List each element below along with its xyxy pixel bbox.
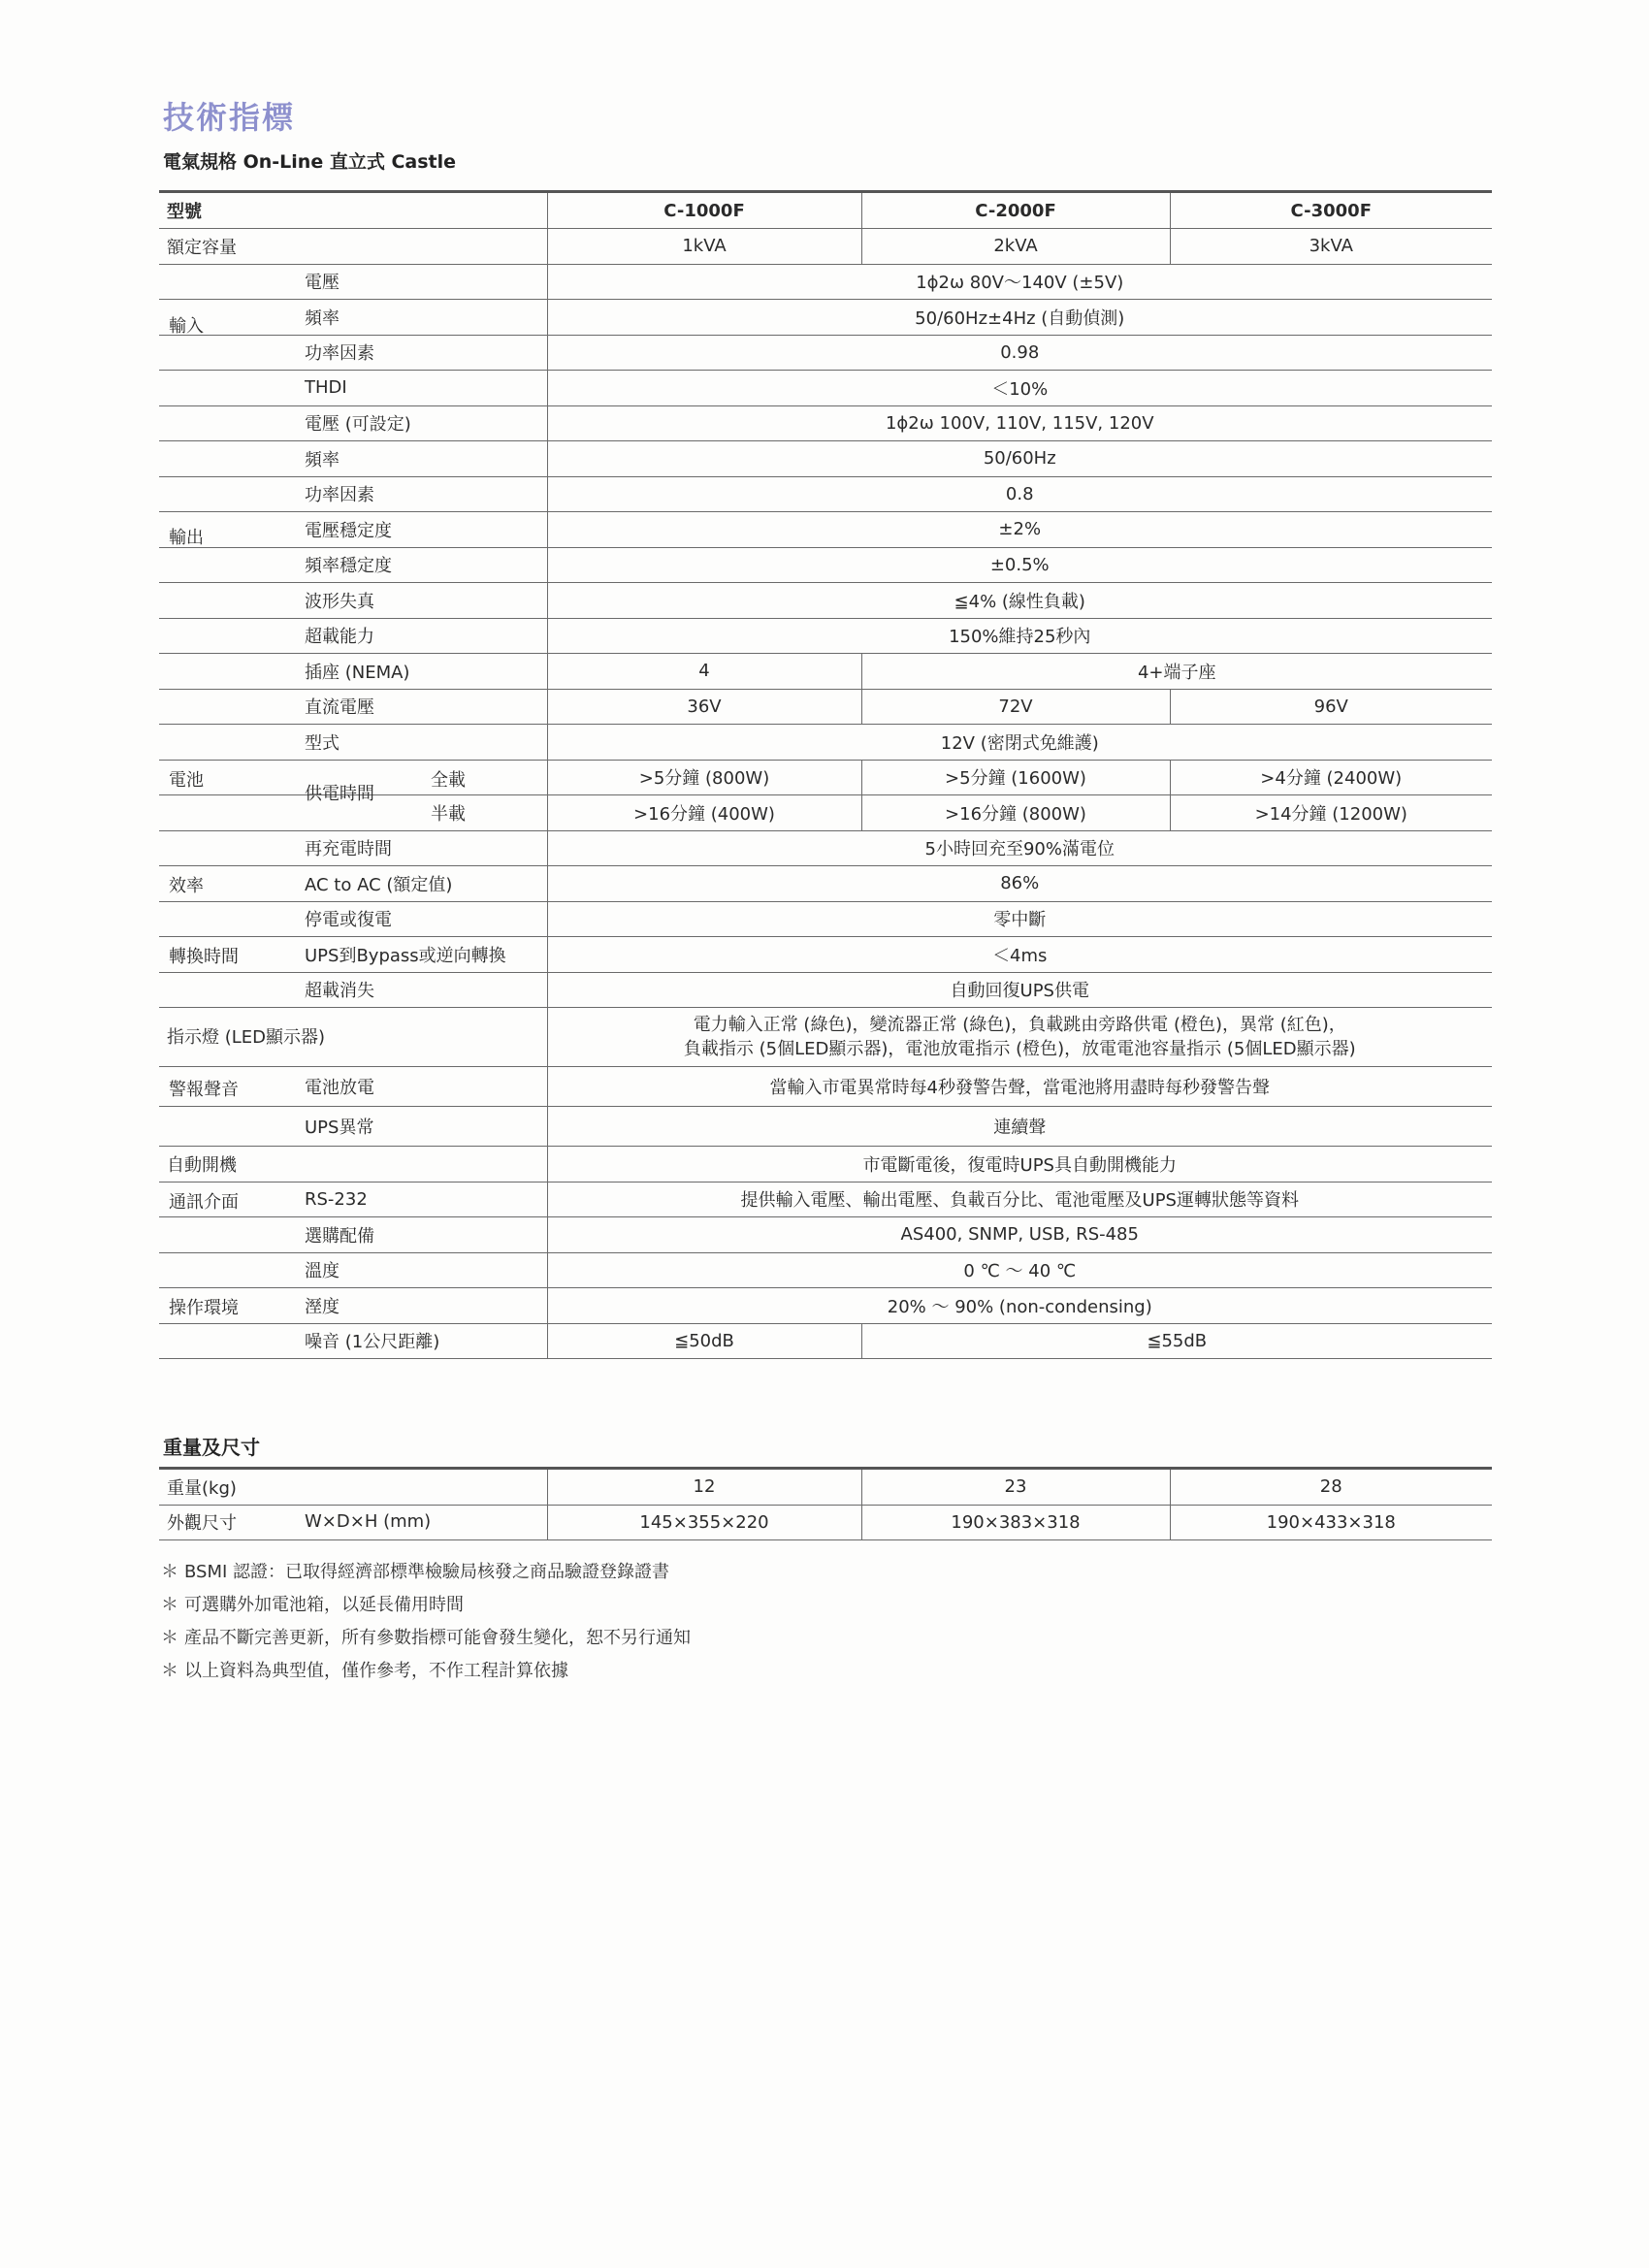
weight-3000: 28	[1170, 1469, 1492, 1506]
transfer-power-fail-label: 停電或復電	[159, 901, 547, 937]
half-load-3000: >14分鐘 (1200W)	[1170, 795, 1492, 831]
comm-rs232-text: RS-232	[305, 1188, 368, 1210]
output-frequency-stability-label: 頻率穩定度	[159, 547, 547, 583]
input-thdi-label: THDI	[159, 371, 547, 406]
env-humidity-label	[159, 1288, 547, 1324]
alarm-battery-row	[159, 1067, 1492, 1107]
transfer-overload-label: 超載消失	[159, 972, 547, 1008]
output-waveform-value: ≦4% (線性負載)	[547, 583, 1492, 619]
indicator-label: 指示燈 (LED顯示器)	[159, 1008, 547, 1067]
output-waveform-label: 波形失真	[159, 583, 547, 619]
battery-recharge-row	[159, 830, 1492, 866]
output-frequency-stability-value: ±0.5%	[547, 547, 1492, 583]
half-load-2000: >16分鐘 (800W)	[861, 795, 1170, 831]
note-text: 產品不斷完善更新，所有參數指標可能會發生變化，恕不另行通知	[184, 1628, 691, 1648]
output-power-factor-label: 功率因素	[159, 476, 547, 512]
env-temperature-value: 0 ℃ ～ 40 ℃	[547, 1252, 1492, 1288]
input-voltage-value: 1ϕ2ω 80V～140V (±5V)	[547, 264, 1492, 300]
battery-backup-time-label: 供電時間	[305, 783, 374, 804]
battery-group-label: 電池	[169, 769, 204, 791]
output-socket-label: 插座 (NEMA)	[159, 654, 547, 690]
indicator-value	[547, 1008, 1492, 1067]
indicator-row	[159, 1008, 1492, 1067]
transfer-bypass-text: UPS到Bypass或逆向轉換	[305, 945, 506, 966]
output-power-factor-row	[159, 476, 1492, 512]
note-mark: ＊	[161, 1661, 178, 1681]
env-humidity-value: 20% ～ 90% (non-condensing)	[547, 1288, 1492, 1324]
rated-capacity-1000: 1kVA	[547, 229, 861, 265]
weight-2000: 23	[861, 1469, 1170, 1506]
transfer-bypass-row	[159, 937, 1492, 973]
dims-3000: 190×433×318	[1170, 1505, 1492, 1540]
half-load-1000: >16分鐘 (400W)	[547, 795, 861, 831]
output-voltage-row	[159, 405, 1492, 441]
output-power-factor-value: 0.8	[547, 476, 1492, 512]
alarm-battery-label: 電池放電	[159, 1067, 547, 1107]
input-power-factor-value: 0.98	[547, 335, 1492, 371]
env-temperature-row	[159, 1252, 1492, 1288]
efficiency-ac-label	[159, 866, 547, 902]
note-mark: ＊	[161, 1562, 178, 1582]
full-load-1000: >5分鐘 (800W)	[547, 760, 861, 795]
comm-optional-label: 選購配備	[159, 1217, 547, 1253]
alarm-battery-value: 當輸入市電異常時每4秒發警告聲，當電池將用盡時每秒發警告聲	[547, 1067, 1492, 1107]
comm-rs232-row	[159, 1182, 1492, 1217]
output-voltage-value: 1ϕ2ω 100V, 110V, 115V, 120V	[547, 405, 1492, 441]
comm-optional-row	[159, 1217, 1492, 1253]
auto-start-label: 自動開機	[159, 1147, 547, 1183]
comm-rs232-value: 提供輸入電壓、輸出電壓、負載百分比、電池電壓及UPS運轉狀態等資料	[547, 1182, 1492, 1217]
dims-2000: 190×383×318	[861, 1505, 1170, 1540]
battery-recharge-value: 5小時回充至90%滿電位	[547, 830, 1492, 866]
output-voltage-label: 電壓 (可設定)	[159, 405, 547, 441]
output-waveform-row	[159, 583, 1492, 619]
input-frequency-value: 50/60Hz±4Hz (自動偵測)	[547, 300, 1492, 336]
alarm-fault-value: 連續聲	[547, 1107, 1492, 1147]
dims-1000: 145×355×220	[547, 1505, 861, 1540]
efficiency-row	[159, 866, 1492, 902]
note-text: 以上資料為典型值，僅作參考，不作工程計算依據	[184, 1661, 568, 1681]
efficiency-ac-text: AC to AC (額定值)	[305, 874, 453, 895]
input-thdi-row	[159, 371, 1492, 406]
note-mark: ＊	[161, 1595, 178, 1615]
env-noise-other: ≦55dB	[861, 1323, 1492, 1359]
input-power-factor-text: 功率因素	[305, 343, 374, 365]
battery-full-load-label	[159, 760, 547, 804]
model-c2000f: C-2000F	[861, 192, 1170, 229]
input-voltage-row	[159, 264, 1492, 300]
input-group-label: 輸入	[169, 315, 204, 337]
model-c3000f: C-3000F	[1170, 192, 1492, 229]
battery-type-label: 型式	[159, 725, 547, 761]
env-group-label: 操作環境	[169, 1298, 239, 1318]
weight-label: 重量(kg)	[159, 1469, 547, 1506]
alarm-fault-text: UPS異常	[305, 1118, 374, 1138]
output-overload-row	[159, 618, 1492, 654]
input-voltage-label: 電壓	[159, 264, 547, 300]
battery-dc-voltage-row	[159, 689, 1492, 725]
half-load-label: 半載	[159, 795, 547, 831]
comm-optional-value: AS400, SNMP, USB, RS-485	[547, 1217, 1492, 1253]
alarm-fault-row	[159, 1107, 1492, 1147]
transfer-bypass-label	[159, 937, 547, 973]
model-c1000f: C-1000F	[547, 192, 861, 229]
output-socket-1000: 4	[547, 654, 861, 690]
comm-rs232-label	[159, 1182, 547, 1217]
rated-capacity-row	[159, 229, 1492, 265]
output-voltage-stability-row	[159, 512, 1492, 548]
auto-start-value: 市電斷電後，復電時UPS具自動開機能力	[547, 1147, 1492, 1183]
output-socket-other: 4+端子座	[861, 654, 1492, 690]
output-socket-row	[159, 654, 1492, 690]
note-mark: ＊	[161, 1628, 178, 1648]
note-item	[161, 1655, 691, 1688]
model-row	[159, 192, 1492, 229]
output-frequency-label: 頻率	[159, 441, 547, 477]
transfer-power-fail-row	[159, 901, 1492, 937]
notes-list	[161, 1556, 691, 1688]
transfer-bypass-value: ＜4ms	[547, 937, 1492, 973]
input-power-factor-row	[159, 335, 1492, 371]
output-frequency-value: 50/60Hz	[547, 441, 1492, 477]
spec-subtitle: 電氣規格 On-Line 直立式 Castle	[163, 151, 456, 173]
note-text: BSMI 認證：已取得經濟部標準檢驗局核發之商品驗證登錄證書	[184, 1562, 670, 1582]
input-frequency-label: 頻率	[159, 300, 547, 336]
note-item	[161, 1622, 691, 1655]
transfer-overload-value: 自動回復UPS供電	[547, 972, 1492, 1008]
indicator-line-1: 電力輸入正常 (綠色)，變流器正常 (綠色)，負載跳由旁路供電 (橙色)，異常 (紅色)，	[693, 1015, 1346, 1035]
note-item	[161, 1556, 691, 1589]
full-load-label: 全載	[431, 769, 466, 791]
battery-full-load-row	[159, 760, 1492, 795]
battery-dc-voltage-2000: 72V	[861, 689, 1170, 725]
output-frequency-row	[159, 441, 1492, 477]
transfer-overload-row	[159, 972, 1492, 1008]
env-noise-row	[159, 1323, 1492, 1359]
efficiency-group-label: 效率	[169, 876, 204, 896]
full-load-2000: >5分鐘 (1600W)	[861, 760, 1170, 795]
transfer-group-label: 轉換時間	[169, 947, 239, 967]
weight-section-title: 重量及尺寸	[163, 1436, 260, 1459]
battery-dc-voltage-3000: 96V	[1170, 689, 1492, 725]
efficiency-ac-value: 86%	[547, 866, 1492, 902]
rated-capacity-2000: 2kVA	[861, 229, 1170, 265]
weight-1000: 12	[547, 1469, 861, 1506]
indicator-line-2: 負載指示 (5個LED顯示器)，電池放電指示 (橙色)，放電電池容量指示 (5個LED顯示器)	[683, 1039, 1356, 1059]
output-voltage-stability-value: ±2%	[547, 512, 1492, 548]
env-noise-1000: ≦50dB	[547, 1323, 861, 1359]
model-label: 型號	[159, 192, 547, 229]
battery-type-row	[159, 725, 1492, 761]
dims-label-text: 外觀尺寸	[167, 1513, 237, 1535]
page-title: 技術指標	[163, 99, 296, 136]
battery-recharge-label: 再充電時間	[159, 830, 547, 866]
note-text: 可選購外加電池箱，以延長備用時間	[184, 1595, 464, 1615]
input-thdi-value: ＜10%	[547, 371, 1492, 406]
comm-group-label: 通訊介面	[169, 1191, 239, 1213]
battery-dc-voltage-1000: 36V	[547, 689, 861, 725]
spec-table	[159, 190, 1492, 1359]
env-noise-label: 噪音 (1公尺距離)	[159, 1323, 547, 1359]
env-humidity-text: 溼度	[305, 1296, 340, 1317]
transfer-power-fail-value: 零中斷	[547, 901, 1492, 937]
weight-table	[159, 1467, 1492, 1540]
full-load-3000: >4分鐘 (2400W)	[1170, 760, 1492, 795]
output-overload-value: 150%維持25秒內	[547, 618, 1492, 654]
rated-capacity-3000: 3kVA	[1170, 229, 1492, 265]
dims-label	[159, 1505, 547, 1540]
output-overload-label: 超載能力	[159, 618, 547, 654]
env-temperature-label: 溫度	[159, 1252, 547, 1288]
dims-sublabel: W×D×H (mm)	[305, 1510, 432, 1532]
dims-row	[159, 1505, 1492, 1540]
rated-capacity-label: 額定容量	[159, 229, 547, 265]
output-frequency-stability-row	[159, 547, 1492, 583]
weight-row	[159, 1469, 1492, 1506]
battery-type-value: 12V (密閉式免維護)	[547, 725, 1492, 761]
input-frequency-row	[159, 300, 1492, 336]
auto-start-row	[159, 1147, 1492, 1183]
output-group-label: 輸出	[169, 528, 204, 548]
note-item	[161, 1589, 691, 1622]
output-voltage-stability-text: 電壓穩定度	[305, 520, 392, 541]
output-voltage-stability-label	[159, 512, 547, 548]
alarm-group-label: 警報聲音	[169, 1080, 239, 1100]
battery-dc-voltage-label: 直流電壓	[159, 689, 547, 725]
env-humidity-row	[159, 1288, 1492, 1324]
